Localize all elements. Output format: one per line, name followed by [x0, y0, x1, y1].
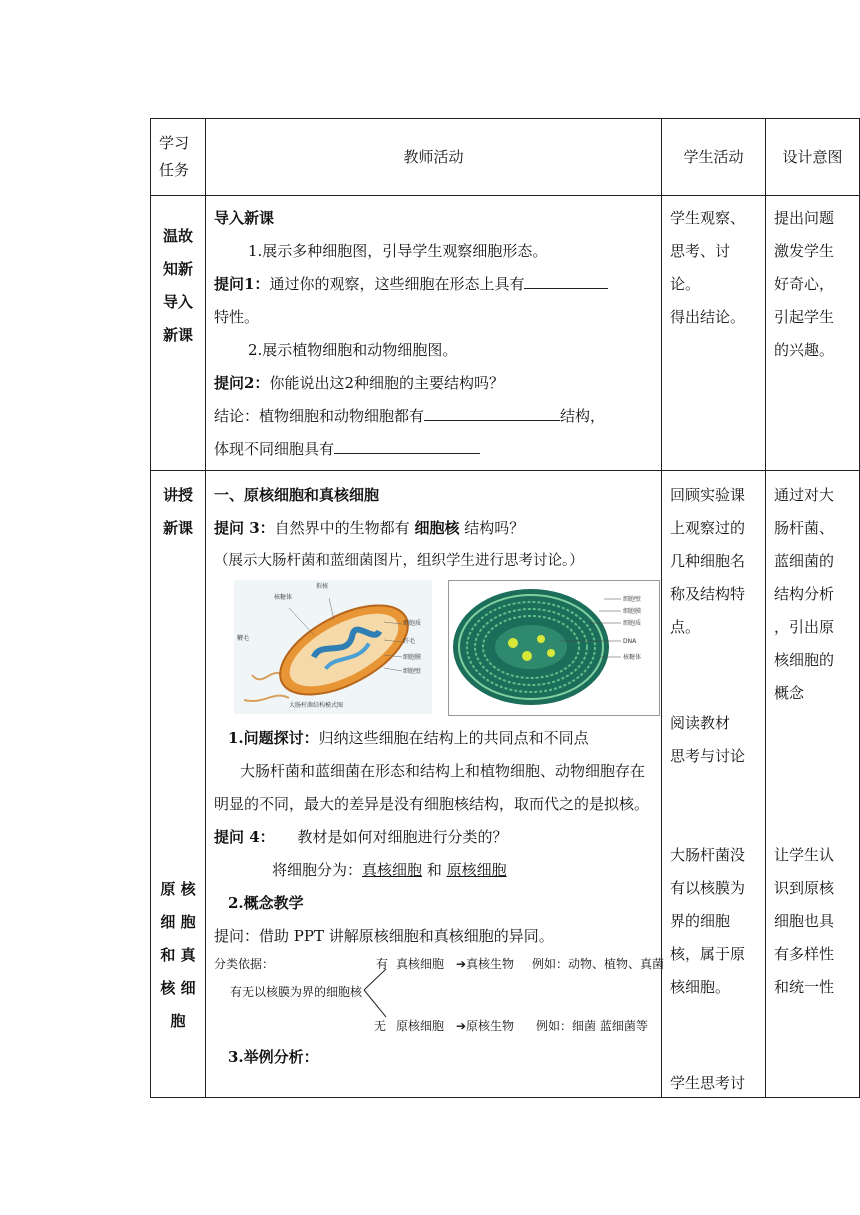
question-2	[214, 367, 653, 400]
task-line: 新课	[162, 326, 193, 344]
lesson-plan-table	[150, 118, 860, 1098]
header-teacher: 教师活动	[206, 119, 662, 196]
question-2-text: 你能说出这2种细胞的主要结构吗？	[269, 374, 504, 392]
intent-intro	[766, 196, 860, 471]
intent-line: 让学生认	[774, 846, 835, 864]
classification-diagram	[214, 955, 665, 1037]
student-line: 回顾实验课	[670, 486, 746, 504]
intent-line: 细胞也具	[774, 912, 835, 930]
intent-line: 通过对大	[774, 486, 835, 504]
diagram-yes: 有	[376, 957, 389, 971]
explanation-paragraph: 大肠杆菌和蓝细菌在形态和结构上和植物细胞、动物细胞存在明显的不同，最大的差异是没有细胞核结构，取而代之的是拟核。	[214, 762, 650, 813]
task-line: 和 真	[160, 946, 196, 964]
cyanobacteria-diagram	[448, 580, 660, 716]
task-lecture	[151, 471, 206, 1098]
student-intro	[662, 196, 766, 471]
item-3: 3.举例分析：	[228, 1048, 319, 1066]
answer-blank	[424, 402, 560, 421]
student-line: 界的细胞	[670, 912, 731, 930]
student-line: 上观察过的	[670, 519, 746, 537]
question-3-text: 自然界中的生物都有	[274, 519, 410, 537]
header-task-line1: 学习	[159, 134, 190, 152]
conclusion-tail: 结构，	[560, 407, 606, 425]
conclusion-text: 结论：植物细胞和动物细胞都有	[214, 407, 425, 425]
intent-line: 的兴趣。	[774, 341, 835, 359]
intent-line: 激发学生	[774, 242, 835, 260]
diagram-prokaryote: ➔原核生物	[456, 1019, 515, 1033]
student-line: 称及结构特	[670, 585, 746, 603]
table-row-intro	[151, 196, 860, 471]
classify-text: 将细胞分为：	[272, 861, 363, 879]
task-line: 核 细	[160, 979, 196, 997]
section-heading: 一、原核细胞和真核细胞	[214, 486, 380, 504]
diagram-basis: 分类依据：	[214, 957, 275, 971]
label-cytoplasm: 细胞质	[623, 620, 642, 627]
student-line: 大肠杆菌没	[670, 846, 746, 864]
table-header-row	[151, 119, 860, 196]
student-line: 思考、讨论。	[670, 242, 731, 293]
diagram-prokaryote-example: 例如：细菌 蓝细菌等	[536, 1019, 648, 1033]
question-1-text: 通过你的观察，这些细胞在形态上具有	[269, 275, 525, 293]
question-1	[214, 268, 653, 301]
ecoli-diagram	[234, 580, 432, 714]
student-line: 核细胞。	[670, 978, 731, 996]
teacher-intro	[206, 196, 662, 471]
intent-line: 提出问题	[774, 209, 835, 227]
header-intent: 设计意图	[766, 119, 860, 196]
question-1-tail: 特性。	[214, 308, 260, 326]
student-line: 学生观察、	[670, 209, 746, 227]
task-intro	[151, 196, 206, 471]
eukaryotic-term: 真核细胞	[362, 861, 423, 879]
label-dna: DNA	[623, 638, 637, 645]
teacher-lecture	[206, 471, 665, 1098]
intent-line: 结构分析	[774, 585, 835, 603]
conclusion-text-2: 体现不同细胞具有	[214, 440, 335, 458]
task-line: 讲授	[162, 486, 193, 504]
student-line: 核，属于原	[670, 945, 746, 963]
question-1-label: 提问1：	[214, 275, 270, 293]
answer-blank	[334, 435, 480, 454]
question-4	[214, 821, 653, 854]
classify-and: 和	[426, 861, 442, 879]
student-reading	[670, 707, 745, 773]
intent-lecture	[766, 471, 860, 1098]
question-3-keyword: 细胞核	[414, 519, 460, 537]
intent-line: 有多样性	[774, 945, 835, 963]
task-line: 温故	[162, 227, 193, 245]
ppt-question: 提问：借助 PPT 讲解原核细胞和真核细胞的异同。	[214, 927, 554, 945]
label-membrane: 细胞膜	[403, 654, 422, 661]
task-line: 胞	[170, 1012, 186, 1030]
item-1-text: 归纳这些细胞在结构上的共同点和不同点	[318, 729, 589, 747]
label-cytoplasm: 细胞质	[403, 620, 422, 627]
student-discussion: 学生思考讨	[670, 1074, 746, 1092]
student-line: 有以核膜为	[670, 879, 746, 897]
intent-diversity	[774, 839, 834, 1004]
intent-line: 引起学生	[774, 308, 835, 326]
question-3-tail: 结构吗？	[464, 519, 525, 537]
label-wall: 细胞壁	[623, 596, 642, 603]
diagram-eukaryotic-cell: 真核细胞	[396, 957, 445, 971]
student-line: 得出结论。	[670, 308, 746, 326]
intent-line: 核细胞的	[774, 651, 835, 669]
label-flagellum: 鞭毛	[237, 635, 250, 642]
conclusion-line-2	[214, 433, 653, 466]
student-lecture	[662, 471, 766, 1098]
intent-line: 概念	[774, 684, 805, 702]
table-row-lecture	[151, 471, 860, 1098]
label-nucleoid: 拟核	[316, 583, 329, 590]
question-4-text: 教材是如何对细胞进行分类的？	[297, 828, 508, 846]
label-ribosome: 核糖体	[623, 654, 642, 661]
diagram-eukaryote: ➔真核生物	[456, 957, 515, 971]
item-1-label: 1.问题探讨：	[228, 729, 319, 747]
item-2: 2.概念教学	[228, 894, 304, 912]
task-line: 知新	[162, 260, 193, 278]
task-line: 原 核	[160, 880, 196, 898]
ecoli-illustration	[234, 580, 432, 714]
intent-line: 识到原核	[774, 879, 835, 897]
header-task-line2: 任务	[159, 161, 190, 179]
task-subtopic	[151, 873, 205, 1038]
question-2-label: 提问2：	[214, 374, 270, 392]
bacteria-images	[234, 580, 653, 716]
header-student: 学生活动	[662, 119, 766, 196]
question-3	[214, 512, 653, 545]
student-line: 几种细胞名	[670, 552, 746, 570]
student-conclusion	[670, 839, 745, 1004]
show-images-note: （展示大肠杆菌和蓝细菌图片，组织学生进行思考讨论。）	[214, 553, 584, 569]
intent-line: 和统一性	[774, 978, 835, 996]
intent-line: ，引出原	[774, 618, 835, 636]
question-3-label: 提问 3：	[214, 519, 275, 537]
question-4-label: 提问 4：	[214, 828, 275, 846]
label-pili: 纤毛	[403, 638, 416, 645]
diagram-criterion: 有无以核膜为界的细胞核	[230, 985, 363, 999]
ecoli-caption: 大肠杆菌结构模式图	[289, 702, 344, 709]
diagram-no: 无	[374, 1019, 387, 1033]
task-line: 新课	[162, 519, 193, 537]
task-line: 细 胞	[160, 913, 196, 931]
intro-step1: 1.展示多种细胞图，引导学生观察细胞形态。	[248, 242, 548, 260]
student-line: 阅读教材	[670, 714, 731, 732]
answer-blank	[524, 270, 608, 289]
diagram-prokaryotic-cell: 原核细胞	[396, 1019, 445, 1033]
diagram-eukaryote-example: 例如：动物、植物、真菌	[532, 957, 665, 971]
intent-line: 蓝细菌的	[774, 552, 835, 570]
intent-line: 肠杆菌、	[774, 519, 835, 537]
label-membrane: 细胞膜	[623, 608, 642, 615]
intro-step2: 2.展示植物细胞和动物细胞图。	[248, 341, 458, 359]
student-line: 思考与讨论	[670, 747, 746, 765]
classification-line	[214, 854, 653, 887]
label-ribosome: 核糖体	[274, 594, 293, 601]
task-line: 导入	[162, 293, 193, 311]
intro-heading: 导入新课	[214, 209, 275, 227]
student-line: 点。	[670, 618, 701, 636]
item-1	[214, 722, 653, 755]
conclusion-line	[214, 400, 653, 433]
intent-line: 好奇心，	[774, 275, 835, 293]
prokaryotic-term: 原核细胞	[446, 861, 507, 879]
label-wall: 细胞壁	[403, 668, 422, 675]
header-task	[151, 119, 206, 196]
